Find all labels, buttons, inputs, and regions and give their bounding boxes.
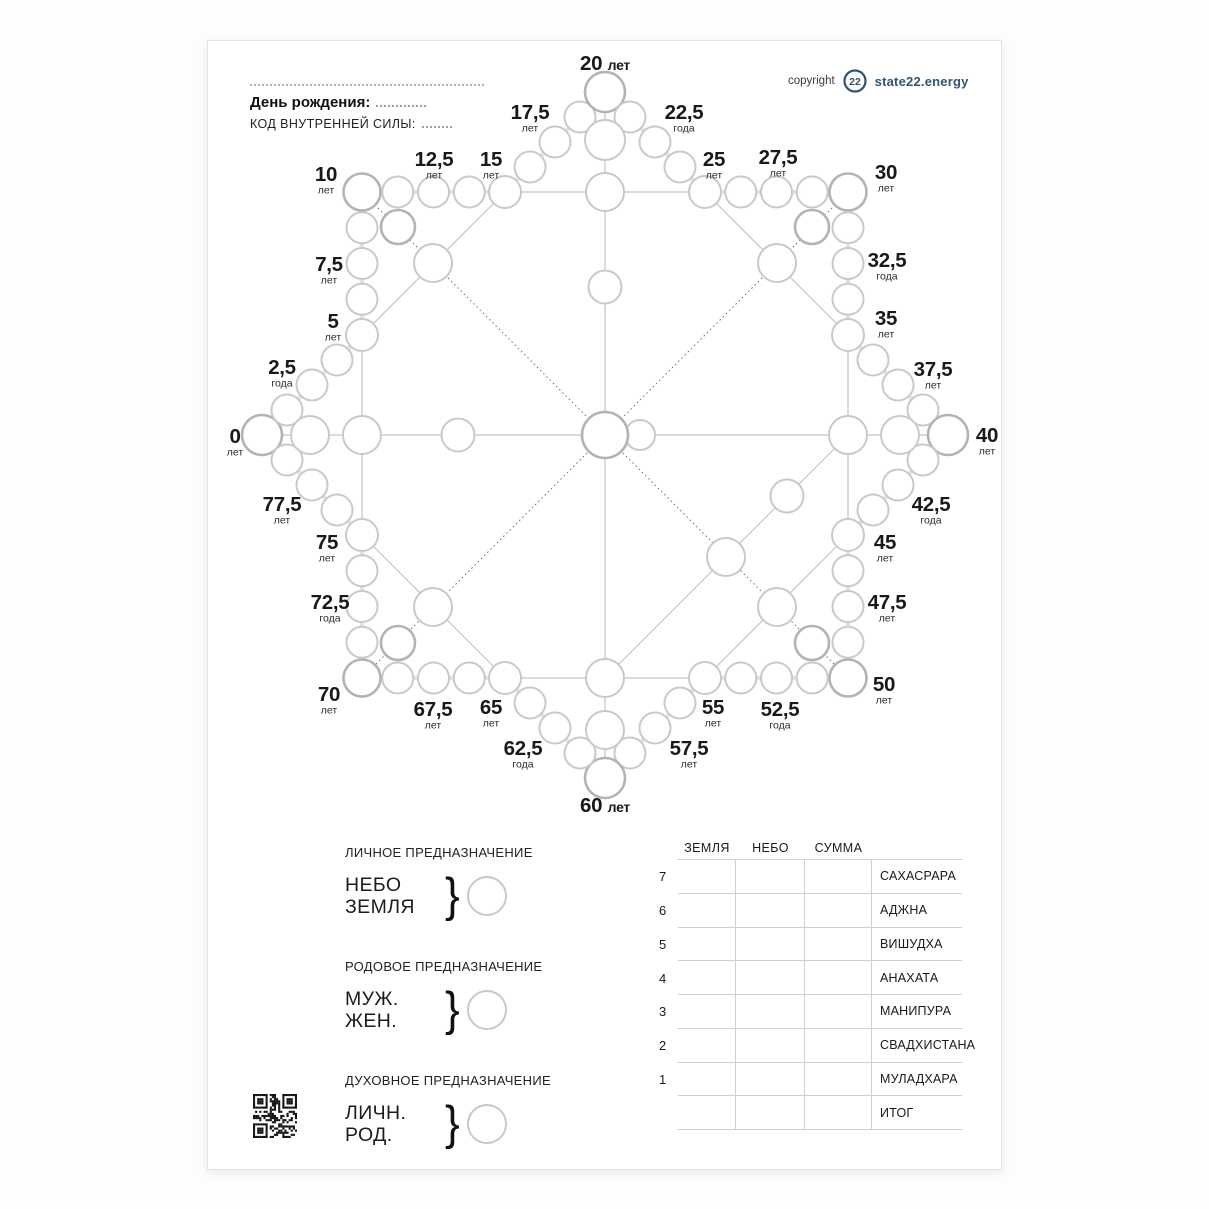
header-fields bbox=[250, 84, 484, 136]
svg-text:75: 75 bbox=[315, 531, 339, 554]
svg-text:лет: лет bbox=[875, 694, 893, 707]
row-number: 6 bbox=[659, 903, 667, 919]
matrix-circle bbox=[833, 627, 864, 658]
row-number: 2 bbox=[659, 1038, 667, 1054]
svg-text:7,5: 7,5 bbox=[315, 253, 343, 276]
personal-purpose-section bbox=[345, 845, 615, 921]
age-label-65 bbox=[480, 696, 502, 730]
svg-text:22: 22 bbox=[848, 76, 861, 88]
age-label-52,5 bbox=[761, 698, 800, 732]
svg-text:65: 65 bbox=[479, 696, 503, 719]
svg-text:70: 70 bbox=[317, 683, 341, 706]
matrix-circle bbox=[665, 688, 696, 719]
svg-text:лет: лет bbox=[924, 379, 942, 392]
matrix-circle bbox=[414, 588, 452, 626]
matrix-circle bbox=[829, 416, 867, 454]
matrix-circle bbox=[454, 177, 485, 208]
svg-text:45: 45 bbox=[873, 531, 897, 554]
matrix-circle bbox=[418, 663, 449, 694]
matrix-circle bbox=[343, 416, 381, 454]
matrix-circle bbox=[346, 319, 378, 351]
section-title: РОДОВОЕ ПРЕДНАЗНАЧЕНИЕ bbox=[345, 959, 543, 974]
svg-text:лет: лет bbox=[704, 717, 722, 730]
spiritual-purpose-fill-circle bbox=[467, 1104, 507, 1144]
svg-text:лет: лет bbox=[424, 719, 442, 732]
matrix-circle bbox=[489, 662, 521, 694]
birthday-fill-line bbox=[376, 95, 426, 107]
age-label-10 bbox=[315, 163, 337, 197]
table-corner-cell bbox=[655, 845, 678, 860]
svg-text:лет: лет bbox=[482, 169, 500, 182]
sky-value-cell bbox=[736, 1029, 805, 1063]
matrix-circle bbox=[291, 416, 329, 454]
matrix-circle bbox=[665, 152, 696, 183]
svg-text:лет: лет bbox=[521, 122, 539, 135]
svg-text:55: 55 bbox=[701, 696, 725, 719]
age-label-60 bbox=[580, 794, 630, 817]
svg-text:лет: лет bbox=[680, 758, 698, 771]
svg-text:57,5: 57,5 bbox=[669, 737, 709, 760]
age-label-55 bbox=[702, 696, 724, 730]
svg-text:50: 50 bbox=[872, 673, 896, 696]
row-number: 3 bbox=[659, 1004, 667, 1020]
svg-text:лет: лет bbox=[317, 184, 335, 197]
svg-text:лет: лет bbox=[425, 169, 443, 182]
matrix-circle bbox=[725, 663, 756, 694]
brace-glyph: } bbox=[445, 983, 460, 1036]
age-label-77,5 bbox=[263, 493, 302, 527]
chakra-name: ИТОГ bbox=[872, 1096, 962, 1130]
svg-text:52,5: 52,5 bbox=[760, 698, 800, 721]
matrix-circle bbox=[344, 660, 381, 697]
matrix-circle bbox=[771, 480, 804, 513]
svg-text:42,5: 42,5 bbox=[911, 493, 951, 516]
matrix-circle bbox=[858, 345, 889, 376]
age-label-45 bbox=[874, 531, 896, 565]
svg-text:лет: лет bbox=[226, 446, 244, 459]
chakra-name: САХАСРАРА bbox=[872, 860, 962, 894]
matrix-circle bbox=[322, 495, 353, 526]
matrix-circle bbox=[830, 174, 867, 211]
svg-text:5: 5 bbox=[327, 310, 339, 333]
sky-value-cell bbox=[736, 995, 805, 1029]
chakra-table bbox=[655, 841, 976, 1130]
chakra-name: МАНИПУРА bbox=[872, 995, 962, 1029]
age-label-25 bbox=[703, 148, 725, 182]
matrix-circle bbox=[640, 713, 671, 744]
family-purpose-section bbox=[345, 959, 615, 1035]
svg-text:лет: лет bbox=[878, 612, 896, 625]
svg-text:12,5: 12,5 bbox=[414, 148, 454, 171]
option-bottom: ЖЕН. bbox=[345, 1010, 398, 1032]
qr-code bbox=[253, 1094, 297, 1138]
svg-text:32,5: 32,5 bbox=[867, 249, 907, 272]
matrix-circle bbox=[586, 711, 624, 749]
matrix-circle bbox=[761, 663, 792, 694]
row-number: 4 bbox=[659, 970, 667, 986]
matrix-circle bbox=[515, 688, 546, 719]
chakra-name: МУЛАДХАРА bbox=[872, 1063, 962, 1097]
svg-text:37,5: 37,5 bbox=[913, 358, 953, 381]
svg-text:лет: лет bbox=[769, 167, 787, 180]
sky-value-cell bbox=[736, 961, 805, 995]
matrix-circle bbox=[640, 127, 671, 158]
matrix-circle bbox=[344, 174, 381, 211]
age-label-0 bbox=[227, 425, 244, 459]
svg-text:25: 25 bbox=[702, 148, 726, 171]
family-purpose-fill-circle bbox=[467, 990, 507, 1030]
age-label-70 bbox=[318, 683, 340, 717]
age-label-7,5 bbox=[315, 253, 343, 287]
age-label-12,5 bbox=[415, 148, 454, 182]
brand-text: state22.energy bbox=[874, 73, 969, 89]
matrix-circle bbox=[346, 519, 378, 551]
matrix-circle bbox=[347, 591, 378, 622]
row-number: 1 bbox=[659, 1071, 667, 1087]
matrix-circle bbox=[540, 127, 571, 158]
sum-value-cell bbox=[805, 1096, 872, 1130]
option-top: МУЖ. bbox=[345, 988, 399, 1010]
matrix-circle bbox=[382, 663, 413, 694]
matrix-circle bbox=[382, 177, 413, 208]
earth-value-cell bbox=[678, 1063, 736, 1097]
earth-value-cell bbox=[678, 995, 736, 1029]
svg-text:27,5: 27,5 bbox=[758, 146, 798, 169]
sky-value-cell bbox=[736, 894, 805, 928]
svg-text:года: года bbox=[673, 122, 695, 135]
chakra-name: СВАДХИСТАНА bbox=[872, 1029, 962, 1063]
matrix-circle bbox=[347, 627, 378, 658]
matrix-circle bbox=[858, 495, 889, 526]
sky-value-cell bbox=[736, 1063, 805, 1097]
matrix-circle bbox=[795, 210, 829, 244]
svg-text:20 лет: 20 лет bbox=[580, 52, 630, 75]
svg-text:лет: лет bbox=[877, 182, 895, 195]
matrix-circle bbox=[347, 248, 378, 279]
age-label-35 bbox=[875, 307, 897, 341]
age-label-30 bbox=[875, 161, 897, 195]
age-label-32,5 bbox=[868, 249, 907, 283]
matrix-circle bbox=[833, 555, 864, 586]
svg-text:года: года bbox=[319, 612, 341, 625]
matrix-circle bbox=[833, 212, 864, 243]
age-label-72,5 bbox=[311, 591, 350, 625]
state22-logo-icon bbox=[842, 68, 868, 94]
svg-text:17,5: 17,5 bbox=[510, 101, 550, 124]
col-header-sum: СУММА bbox=[805, 845, 872, 860]
sky-value-cell bbox=[736, 1096, 805, 1130]
svg-text:года: года bbox=[920, 514, 942, 527]
age-label-22,5 bbox=[665, 101, 704, 135]
chakra-name: ВИШУДХА bbox=[872, 928, 962, 962]
row-number bbox=[655, 1096, 678, 1130]
option-top: НЕБО bbox=[345, 874, 402, 896]
matrix-circle bbox=[832, 519, 864, 551]
svg-text:лет: лет bbox=[705, 169, 723, 182]
matrix-circle bbox=[322, 345, 353, 376]
col-header-earth: ЗЕМЛЯ bbox=[678, 845, 736, 860]
purpose-options bbox=[345, 874, 445, 918]
matrix-circle bbox=[797, 663, 828, 694]
section-title: ЛИЧНОЕ ПРЕДНАЗНАЧЕНИЕ bbox=[345, 845, 533, 860]
svg-text:62,5: 62,5 bbox=[503, 737, 543, 760]
svg-text:40: 40 bbox=[975, 424, 999, 447]
age-label-37,5 bbox=[914, 358, 953, 392]
sky-value-cell bbox=[736, 860, 805, 894]
matrix-circle bbox=[347, 284, 378, 315]
matrix-circle bbox=[582, 412, 628, 458]
matrix-circle bbox=[689, 662, 721, 694]
svg-text:22,5: 22,5 bbox=[664, 101, 704, 124]
svg-text:года: года bbox=[271, 377, 293, 390]
svg-text:15: 15 bbox=[479, 148, 503, 171]
sum-value-cell bbox=[805, 928, 872, 962]
matrix-circle bbox=[758, 588, 796, 626]
svg-text:35: 35 bbox=[874, 307, 898, 330]
option-bottom: РОД. bbox=[345, 1124, 393, 1146]
svg-text:67,5: 67,5 bbox=[413, 698, 453, 721]
age-label-47,5 bbox=[868, 591, 907, 625]
matrix-circle bbox=[883, 470, 914, 501]
chakra-name: АНАХАТА bbox=[872, 961, 962, 995]
age-label-75 bbox=[316, 531, 338, 565]
svg-text:лет: лет bbox=[320, 704, 338, 717]
matrix-circle bbox=[414, 244, 452, 282]
sky-value-cell bbox=[736, 928, 805, 962]
matrix-circle bbox=[381, 626, 415, 660]
age-label-27,5 bbox=[759, 146, 798, 180]
col-header-sky: НЕБО bbox=[736, 845, 805, 860]
svg-text:47,5: 47,5 bbox=[867, 591, 907, 614]
svg-text:0: 0 bbox=[229, 425, 241, 448]
sum-value-cell bbox=[805, 860, 872, 894]
matrix-circle bbox=[832, 319, 864, 351]
option-top: ЛИЧН. bbox=[345, 1102, 407, 1124]
svg-text:60 лет: 60 лет bbox=[580, 794, 630, 817]
age-label-62,5 bbox=[504, 737, 543, 771]
matrix-circle bbox=[795, 626, 829, 660]
earth-value-cell bbox=[678, 894, 736, 928]
row-number: 5 bbox=[659, 936, 667, 952]
svg-text:30: 30 bbox=[874, 161, 898, 184]
age-label-50 bbox=[873, 673, 895, 707]
brace-glyph: } bbox=[445, 869, 460, 922]
matrix-circle bbox=[297, 370, 328, 401]
matrix-circle bbox=[586, 173, 624, 211]
svg-text:года: года bbox=[876, 270, 898, 283]
svg-text:10: 10 bbox=[314, 163, 338, 186]
age-label-20 bbox=[580, 52, 630, 75]
section-title: ДУХОВНОЕ ПРЕДНАЗНАЧЕНИЕ bbox=[345, 1073, 551, 1088]
svg-text:лет: лет bbox=[876, 552, 894, 565]
matrix-circle bbox=[758, 244, 796, 282]
earth-value-cell bbox=[678, 928, 736, 962]
matrix-circle bbox=[833, 591, 864, 622]
svg-text:72,5: 72,5 bbox=[310, 591, 350, 614]
option-bottom: ЗЕМЛЯ bbox=[345, 896, 415, 918]
matrix-circle bbox=[883, 370, 914, 401]
power-code-fill-line bbox=[422, 116, 452, 128]
svg-text:лет: лет bbox=[273, 514, 291, 527]
matrix-circle bbox=[830, 660, 867, 697]
brace-glyph: } bbox=[445, 1097, 460, 1150]
earth-value-cell bbox=[678, 1096, 736, 1130]
matrix-circle bbox=[454, 663, 485, 694]
purpose-options bbox=[345, 1102, 445, 1146]
spiritual-purpose-section bbox=[345, 1073, 615, 1149]
matrix-circle bbox=[797, 177, 828, 208]
earth-value-cell bbox=[678, 1029, 736, 1063]
age-label-40 bbox=[976, 424, 998, 458]
matrix-circle bbox=[833, 248, 864, 279]
matrix-circle bbox=[347, 555, 378, 586]
matrix-circle bbox=[625, 420, 655, 450]
matrix-circle bbox=[585, 120, 625, 160]
row-number: 7 bbox=[659, 869, 667, 885]
matrix-circle bbox=[586, 659, 624, 697]
matrix-circle bbox=[881, 416, 919, 454]
chakra-name: АДЖНА bbox=[872, 894, 962, 928]
sum-value-cell bbox=[805, 1029, 872, 1063]
earth-value-cell bbox=[678, 961, 736, 995]
svg-text:года: года bbox=[769, 719, 791, 732]
svg-text:2,5: 2,5 bbox=[268, 356, 296, 379]
matrix-circle bbox=[540, 713, 571, 744]
svg-text:лет: лет bbox=[482, 717, 500, 730]
matrix-circle bbox=[381, 210, 415, 244]
copyright-label: copyright bbox=[788, 75, 835, 87]
matrix-circle bbox=[347, 212, 378, 243]
svg-text:года: года bbox=[512, 758, 534, 771]
power-code-label: КОД ВНУТРЕННЕЙ СИЛЫ: bbox=[250, 117, 416, 131]
personal-purpose-fill-circle bbox=[467, 876, 507, 916]
matrix-circle bbox=[589, 271, 622, 304]
age-label-17,5 bbox=[511, 101, 550, 135]
matrix-circle bbox=[515, 152, 546, 183]
matrix-circle bbox=[725, 177, 756, 208]
copyright-block bbox=[788, 67, 969, 95]
svg-text:лет: лет bbox=[318, 552, 336, 565]
svg-text:лет: лет bbox=[320, 274, 338, 287]
name-fill-line bbox=[250, 84, 484, 86]
matrix-circle bbox=[707, 538, 745, 576]
svg-text:лет: лет bbox=[877, 328, 895, 341]
earth-value-cell bbox=[678, 860, 736, 894]
svg-text:77,5: 77,5 bbox=[262, 493, 302, 516]
age-label-5 bbox=[325, 310, 342, 344]
age-label-2,5 bbox=[268, 356, 296, 390]
sum-value-cell bbox=[805, 995, 872, 1029]
sum-value-cell bbox=[805, 1063, 872, 1097]
matrix-circle bbox=[761, 177, 792, 208]
age-label-42,5 bbox=[912, 493, 951, 527]
sum-value-cell bbox=[805, 961, 872, 995]
svg-text:лет: лет bbox=[978, 445, 996, 458]
age-label-57,5 bbox=[670, 737, 709, 771]
matrix-circle bbox=[833, 284, 864, 315]
age-label-67,5 bbox=[414, 698, 453, 732]
birthday-label: День рождения: bbox=[250, 94, 371, 111]
chakra-name-header-cell bbox=[872, 845, 962, 860]
matrix-circle bbox=[442, 419, 475, 452]
sum-value-cell bbox=[805, 894, 872, 928]
svg-text:лет: лет bbox=[324, 331, 342, 344]
purpose-options bbox=[345, 988, 445, 1032]
age-label-15 bbox=[480, 148, 502, 182]
